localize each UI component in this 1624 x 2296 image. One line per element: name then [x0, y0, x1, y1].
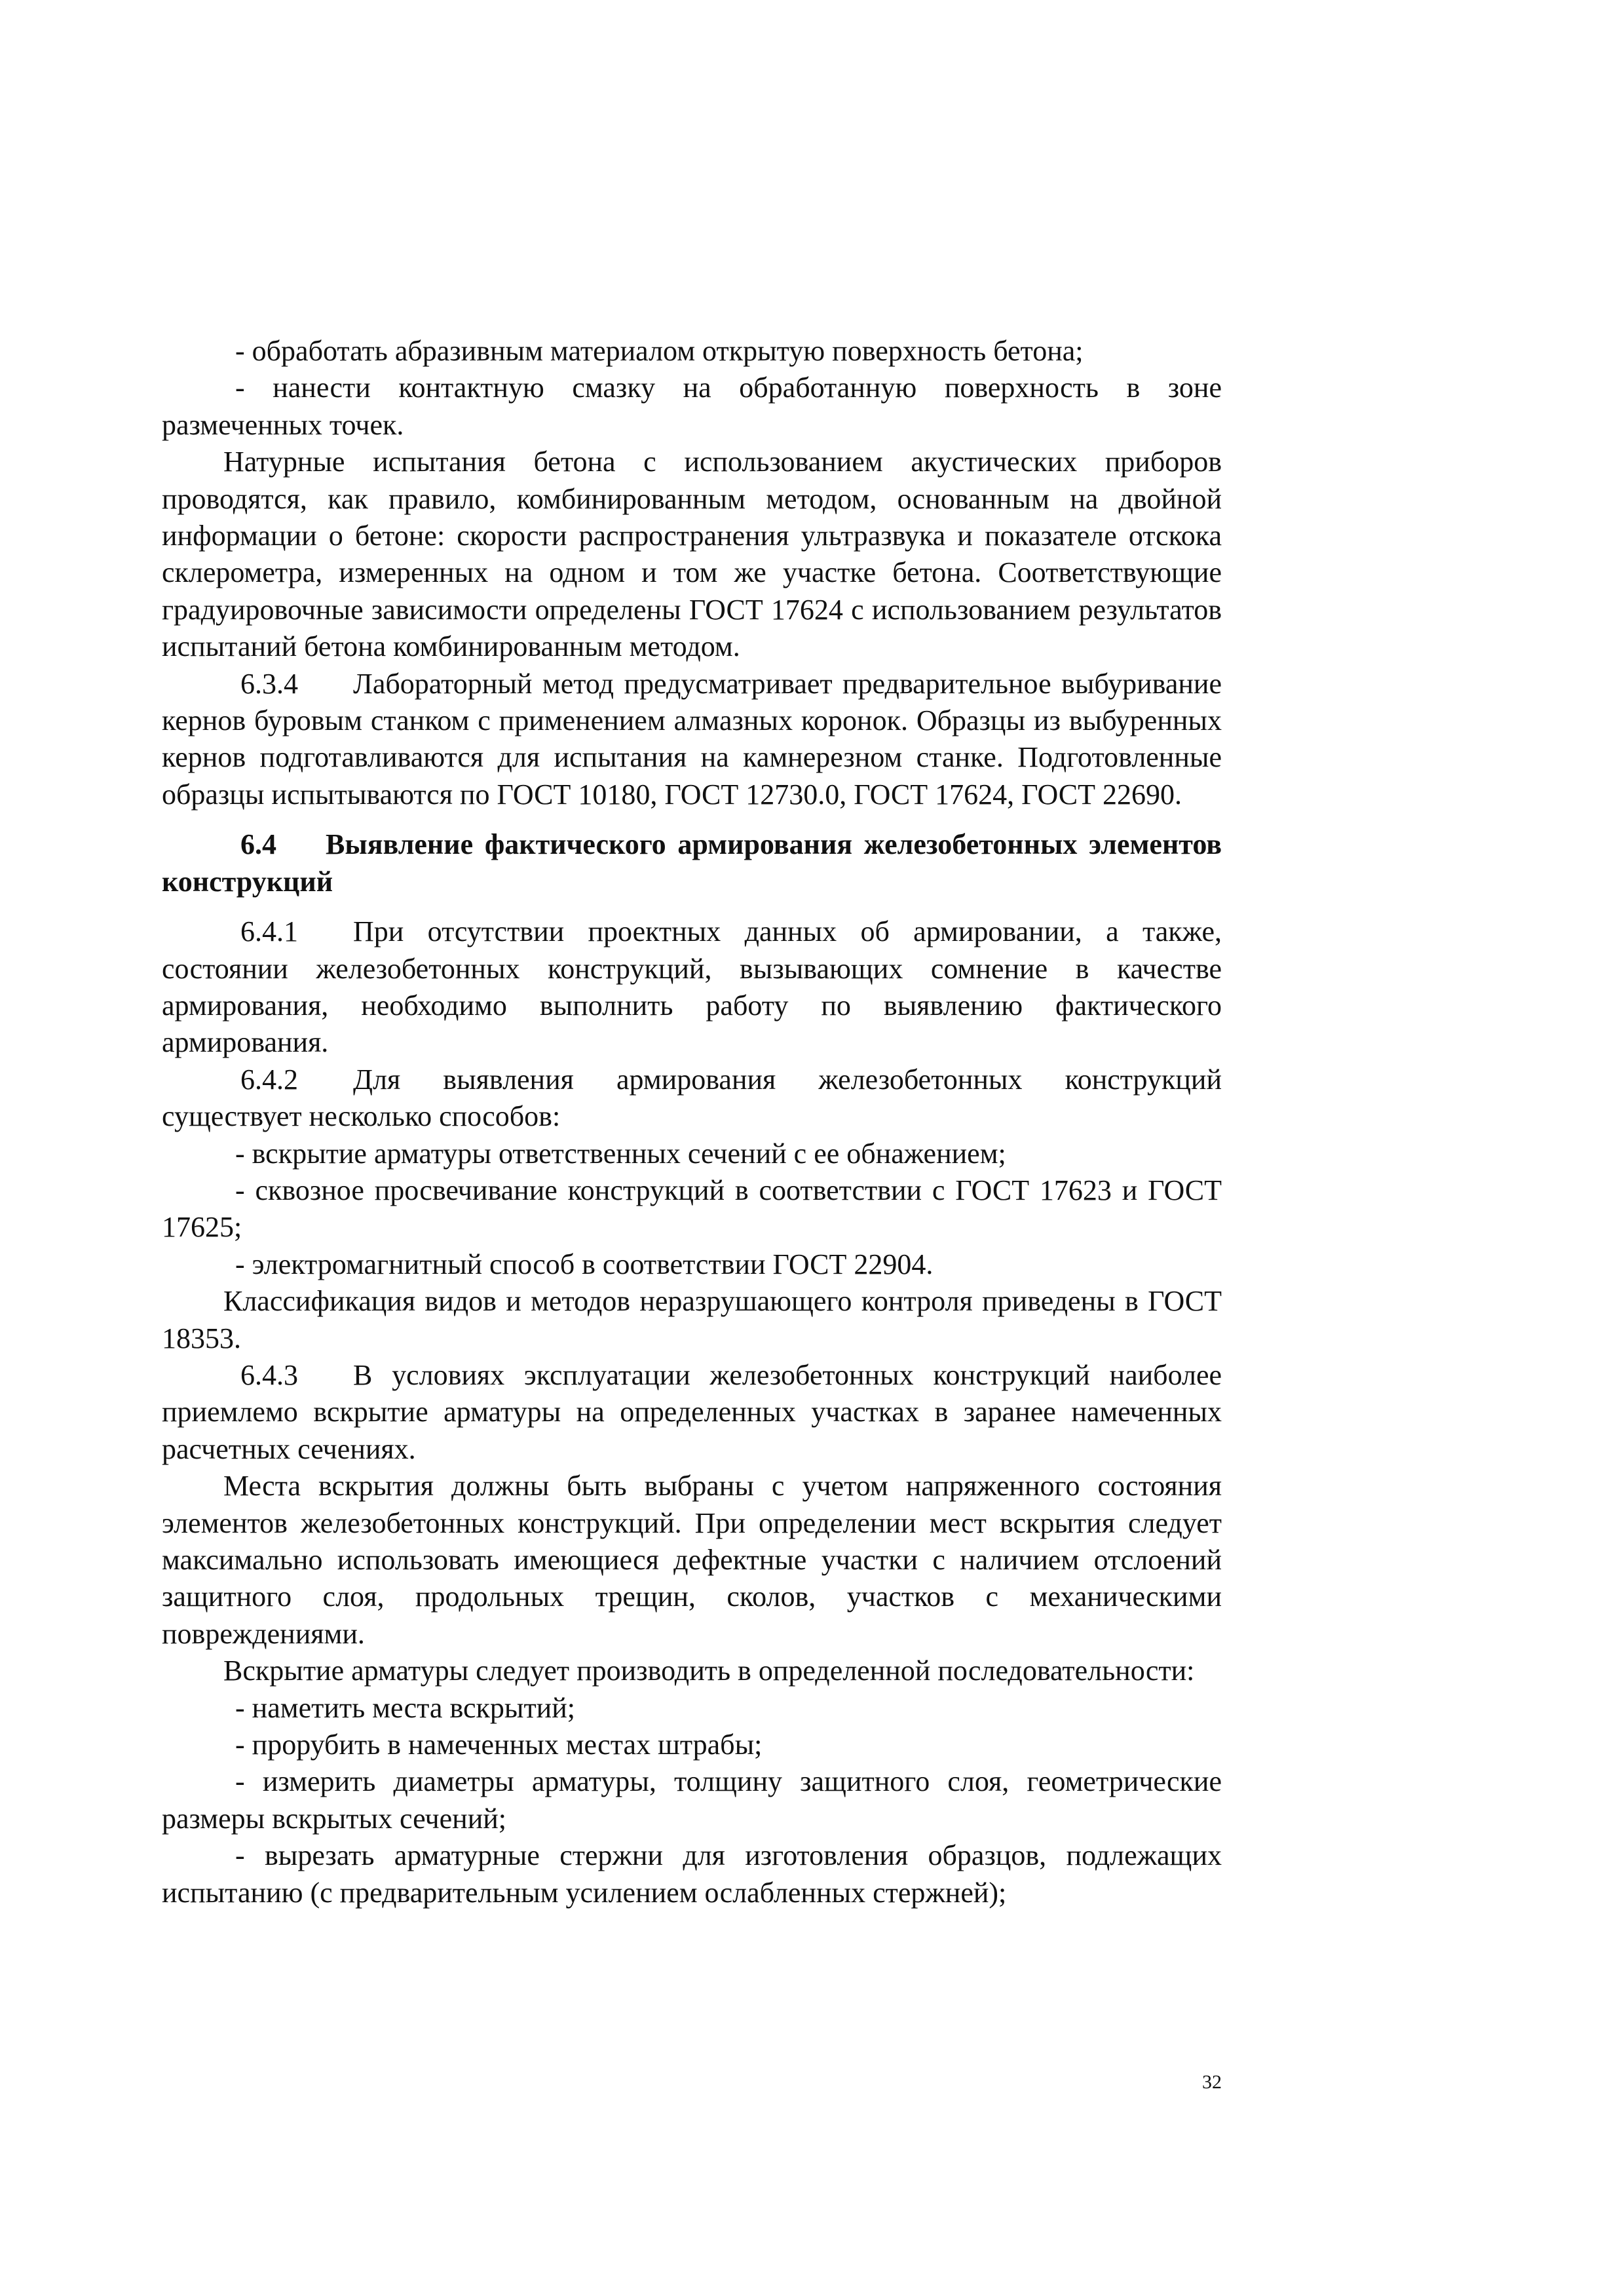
paragraph: Классификация видов и методов неразрушающего контроля приведены в ГОСТ 18353.	[162, 1285, 1222, 1354]
clause-text: Лабораторный метод предусматривает предварительное выбуривание кернов буровым станком с применением алмазных коронок. Образцы из выбуренных кернов подготавливаются для испытания на камнерезном станке. Подготовленные образцы испытываются по ГОСТ 10180, ГОСТ 12730.0, ГОСТ 17624, ГОСТ 22690.	[162, 667, 1222, 811]
list-item: - прорубить в намеченных местах штрабы;	[235, 1729, 763, 1761]
clause-text: Для выявления армирования железобетонных конструкций существует несколько способов:	[162, 1063, 1222, 1133]
page-body	[162, 333, 1222, 1911]
list-item: - электромагнитный способ в соответствии ГОСТ 22904.	[235, 1248, 934, 1280]
paragraph: Вскрытие арматуры следует производить в определенной последовательности:	[223, 1655, 1195, 1687]
list-item: - обработать абразивным материалом открытую поверхность бетона;	[235, 335, 1084, 367]
section-heading	[162, 826, 1222, 900]
list-item: - вскрытие арматуры ответственных сечений с ее обнажением;	[235, 1137, 1006, 1170]
clause-number: 6.3.4	[240, 667, 298, 700]
clause-text: При отсутствии проектных данных об армировании, а также, состоянии железобетонных конструкций, вызывающих сомнение в качестве армирования, необходимо выполнить работу по выявлению фактического армирования.	[162, 915, 1222, 1059]
list-item: - нанести контактную смазку на обработанную поверхность в зоне размеченных точек.	[162, 372, 1222, 441]
paragraph: Натурные испытания бетона с использованием акустических приборов проводятся, как правило, комбинированным методом, основанным на двойной информации о бетоне: скорости распространения ультразвука и показателе отскока склерометра, измеренных на одном и том же участке бетона. Соответствующие градуировочные зависимости определены ГОСТ 17624 с использованием результатов испытаний бетона комбинированным методом.	[162, 446, 1222, 663]
clause-text: В условиях эксплуатации железобетонных конструкций наиболее приемлемо вскрытие арматуры на определенных участках в заранее намеченных расчетных сечениях.	[162, 1358, 1222, 1465]
section-title: Выявление фактического армирования железобетонных элементов конструкций	[162, 828, 1222, 898]
page-number: 32	[1202, 2071, 1222, 2093]
list-item: - сквозное просвечивание конструкций в соответствии с ГОСТ 17623 и ГОСТ 17625;	[162, 1174, 1222, 1244]
section-number: 6.4	[240, 828, 276, 861]
clause-number: 6.4.1	[240, 915, 298, 948]
clause-number: 6.4.2	[240, 1063, 298, 1096]
numbered-paragraph	[162, 666, 1222, 814]
numbered-paragraph	[162, 1357, 1222, 1468]
list-item: - наметить места вскрытий;	[235, 1691, 575, 1724]
numbered-paragraph	[162, 913, 1222, 1062]
paragraph: Места вскрытия должны быть выбраны с учетом напряженного состояния элементов железобетонных конструкций. При определении мест вскрытия следует максимально использовать имеющиеся дефектные участки с наличием отслоений защитного слоя, продольных трещин, сколов, участков с механическими повреждениями.	[162, 1470, 1222, 1650]
list-item: - вырезать арматурные стержни для изготовления образцов, подлежащих испытанию (с предварительным усилением ослабленных стержней);	[162, 1839, 1222, 1909]
numbered-paragraph	[162, 1062, 1222, 1136]
list-item: - измерить диаметры арматуры, толщину защитного слоя, геометрические размеры вскрытых сечений;	[162, 1765, 1222, 1835]
clause-number: 6.4.3	[240, 1358, 298, 1391]
